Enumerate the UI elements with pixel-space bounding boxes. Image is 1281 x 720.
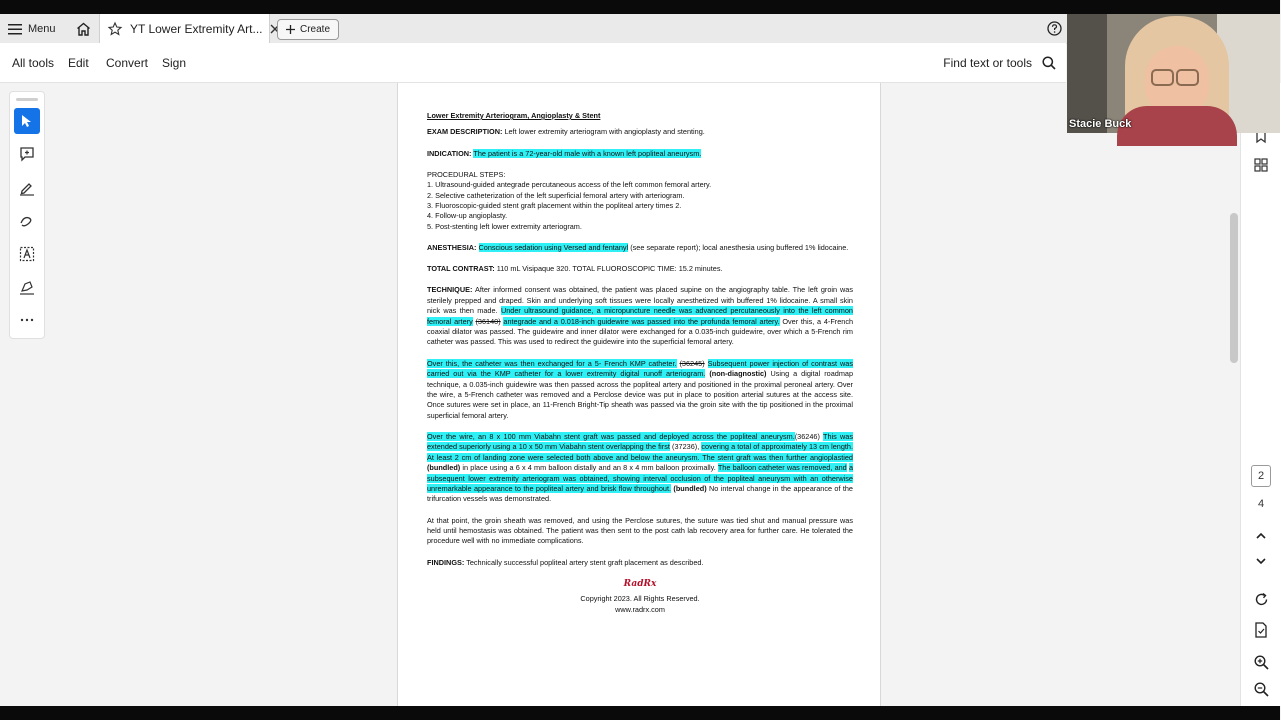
sign-tool[interactable] bbox=[14, 274, 40, 300]
step-item: 3. Fluoroscopic-guided stent graft placement within the popliteal artery times 2. bbox=[427, 201, 682, 211]
menu-button[interactable] bbox=[8, 14, 56, 43]
search-icon bbox=[1042, 56, 1056, 70]
presenter-shirt bbox=[1117, 106, 1237, 146]
stent-highlight-2: This was extended superiorly using a 10 x 50 mm Viabahn stent overlapping the first bbox=[427, 431, 853, 452]
contrast-text: 110 mL Visipaque 320. TOTAL FLUOROSCOPIC TIME: 15.2 minutes. bbox=[496, 264, 723, 274]
zoom-in-icon bbox=[1254, 655, 1269, 670]
panel-grip[interactable] bbox=[16, 98, 38, 101]
comment-icon bbox=[19, 146, 35, 162]
highlight-tool[interactable] bbox=[14, 175, 40, 201]
step-item: 1. Ultrasound-guided antegrade percutaneous access of the left common femoral artery. bbox=[427, 180, 712, 190]
left-tool-panel bbox=[9, 91, 45, 339]
video-background-dark bbox=[1067, 14, 1107, 133]
step-item: 2. Selective catheterization of the left superficial femoral artery with arteriogram. bbox=[427, 190, 685, 200]
top-black-bar bbox=[0, 0, 1280, 14]
cpt-code: (36245) bbox=[679, 358, 705, 368]
paragraph-closure: At that point, the groin sheath was removed, and using the Perclose sutures, the suture was tied shut and manual pressure was held until hemostasis was obtained. The patient was then sent to the post cath lab recovery area for further care. He tolerated the procedure well with no immediate complications. bbox=[427, 515, 853, 546]
stent-highlight-1: Over the wire, an 8 x 100 mm Viabahn stent graft was passed and deployed across the popliteal aneurysm. bbox=[427, 431, 795, 441]
help-icon bbox=[1047, 21, 1062, 36]
findings-text: Technically successful popliteal artery stent graft placement as described. bbox=[466, 557, 704, 567]
page-content bbox=[427, 111, 853, 615]
findings-label: FINDINGS: bbox=[427, 557, 465, 567]
more-tools[interactable] bbox=[14, 307, 40, 333]
exam-text: Left lower extremity arteriogram with angioplasty and stenting. bbox=[504, 127, 705, 137]
step-item: 4. Follow-up angioplasty. bbox=[427, 211, 508, 221]
contrast-label: TOTAL CONTRAST: bbox=[427, 264, 495, 274]
glasses-left bbox=[1151, 69, 1174, 86]
indication bbox=[427, 149, 853, 159]
scrollbar-thumb[interactable] bbox=[1230, 213, 1238, 363]
chevron-down-icon bbox=[1256, 558, 1266, 565]
select-tool[interactable] bbox=[14, 108, 40, 134]
chevron-up-icon bbox=[1256, 532, 1266, 539]
find-label: Find text or tools bbox=[943, 55, 1032, 70]
indication-label: INDICATION: bbox=[427, 148, 472, 158]
bundled-label: (bundled) bbox=[427, 463, 461, 473]
bottom-black-bar bbox=[0, 706, 1280, 720]
anesthesia-label: ANESTHESIA: bbox=[427, 243, 477, 253]
edit-link[interactable]: Edit bbox=[68, 55, 89, 70]
pdf-page bbox=[397, 83, 881, 706]
thumbnails-button[interactable] bbox=[1250, 154, 1272, 176]
technique-highlight-1: Under ultrasound guidance, a micropuncture needle was advanced percutaneously into the left common femoral artery bbox=[427, 306, 853, 326]
zoom-out-button[interactable] bbox=[1250, 678, 1272, 700]
anesthesia-highlight: Conscious sedation using Versed and fentanyl bbox=[478, 243, 629, 253]
highlight-icon bbox=[19, 180, 35, 196]
refresh-icon bbox=[1254, 592, 1269, 607]
next-page-button[interactable] bbox=[1250, 550, 1272, 572]
webcam-overlay bbox=[1067, 14, 1280, 133]
catheter-highlight-2: Subsequent power injection of contrast was carried out via the KMP catheter for a lower extremity digital runoff arteriogram. bbox=[427, 358, 854, 379]
sign-link[interactable]: Sign bbox=[162, 55, 187, 70]
anesthesia bbox=[427, 243, 853, 253]
indication-text: The patient is a 72-year-old male with a known left popliteal aneurysm. bbox=[473, 148, 702, 158]
draw-tool[interactable] bbox=[14, 208, 40, 234]
total-pages: 4 bbox=[1257, 498, 1265, 510]
stent-text-end: No interval change in the appearance of the trifurcation vessels was demonstrated. bbox=[427, 483, 853, 504]
stent-text-mid: in place using a 6 x 4 mm balloon distally and an 8 x 4 mm balloon proximally. bbox=[462, 463, 716, 473]
technique-highlight-2: antegrade and a 0.018-inch guidewire was passed into the profunda femoral artery. bbox=[503, 316, 780, 326]
paragraph-catheter bbox=[427, 359, 853, 421]
catheter-highlight-1: Over this, the catheter was then exchanged for a 5- French KMP catheter. bbox=[427, 358, 677, 368]
step-item: 5. Post-stenting left lower extremity arteriogram. bbox=[427, 221, 582, 231]
bundled-label: (bundled) bbox=[673, 483, 707, 493]
home-button[interactable] bbox=[72, 14, 94, 43]
document-title: Lower Extremity Arteriogram, Angioplasty & Stent bbox=[427, 111, 601, 120]
comment-tool[interactable] bbox=[14, 141, 40, 167]
copyright: Copyright 2023. All Rights Reserved. bbox=[580, 594, 700, 604]
tab-title: YT Lower Extremity Art... bbox=[130, 21, 263, 36]
stent-highlight-3: covering a total of approximately 13 cm length. At least 2 cm of landing zone were selected both above and below the aneurysm. The stent graft was then further angioplastied bbox=[427, 442, 854, 462]
zoom-out-icon bbox=[1254, 682, 1269, 697]
cpt-code: (36246) bbox=[794, 431, 820, 441]
technique-label: TECHNIQUE: bbox=[427, 285, 473, 295]
draw-icon bbox=[19, 213, 35, 229]
text-select-icon bbox=[19, 246, 35, 262]
non-diagnostic-label: (non-diagnostic) bbox=[709, 369, 767, 379]
website: www.radrx.com bbox=[615, 604, 665, 614]
tab-document[interactable] bbox=[99, 14, 270, 43]
exam-description bbox=[427, 127, 853, 137]
technique-text-a: After informed consent was obtained, the patient was placed supine on the angiography table. The left groin was sterilely prepped and draped. Skin and underlying soft tissues were locally anesthetized with buffered 1% lidocaine. A small skin nick was then made. bbox=[427, 285, 853, 316]
refresh-button[interactable] bbox=[1250, 588, 1272, 610]
all-tools-link[interactable]: All tools bbox=[12, 55, 55, 70]
cpt-code: (36140) bbox=[475, 316, 501, 326]
select-icon bbox=[21, 114, 33, 128]
prev-page-button[interactable] bbox=[1250, 524, 1272, 546]
technique-text-b: Over this, a 4-French coaxial dilator was passed. The guidewire and inner dilator were exchanged for a 0.035-inch guidewire, over which a 5-French rim catheter was passed. This was used to redirect the guidewire into the superficial femoral artery. bbox=[427, 316, 854, 347]
radrx-logo: RadRx bbox=[623, 578, 657, 589]
home-icon bbox=[76, 22, 91, 36]
participant-name: Stacie Buck bbox=[1069, 118, 1132, 130]
convert-link[interactable]: Convert bbox=[106, 55, 149, 70]
menu-label: Menu bbox=[28, 22, 56, 35]
paragraph-stent bbox=[427, 432, 853, 505]
plus-icon bbox=[286, 25, 295, 34]
find-tools[interactable] bbox=[943, 43, 1056, 82]
file-icon bbox=[1254, 622, 1268, 638]
menu-icon bbox=[8, 23, 22, 35]
steps-label: PROCEDURAL STEPS: bbox=[427, 169, 506, 179]
create-label: Create bbox=[300, 24, 331, 35]
total-contrast bbox=[427, 264, 853, 274]
stent-highlight-4: The balloon catheter was removed, and bbox=[717, 463, 847, 473]
stent-highlight-5: a subsequent lower extremity arteriogram was obtained, showing interval occlusion of the popliteal aneurysm with an otherwise unremarkable appearance to the popliteal artery and brisk flow throughout. bbox=[427, 463, 853, 493]
findings bbox=[427, 558, 853, 568]
exam-label: EXAM DESCRIPTION: bbox=[427, 127, 503, 137]
catheter-text: Using a digital roadmap technique, a 0.035-inch guidewire was then passed across the popliteal artery and positioned in the proximal peroneal artery. Over the wire, a 5-French catheter was removed and a Perclose device was put in place to position arterial sutures at the access site. Once sutures were set in place, an 11-French Bright-Tip sheath was passed via the groin site with the tip positioned in the proximal superficial femoral artery. bbox=[427, 369, 854, 420]
right-rail bbox=[1240, 83, 1281, 706]
zoom-in-button[interactable] bbox=[1250, 651, 1272, 673]
grid-icon bbox=[1254, 158, 1268, 172]
vertical-scrollbar[interactable] bbox=[1228, 83, 1240, 706]
file-button[interactable] bbox=[1250, 619, 1272, 641]
sign-icon bbox=[19, 279, 35, 295]
procedural-steps bbox=[427, 170, 853, 232]
anesthesia-rest: (see separate report); local anesthesia using buffered 1% lidocaine. bbox=[630, 243, 849, 253]
text-select-tool[interactable] bbox=[14, 241, 40, 267]
cpt-code: (37236), bbox=[672, 442, 700, 452]
main-toolbar bbox=[0, 43, 1066, 83]
create-button[interactable] bbox=[277, 19, 339, 40]
star-icon[interactable] bbox=[108, 22, 122, 36]
current-page-field[interactable]: 2 bbox=[1251, 465, 1271, 487]
help-button[interactable] bbox=[1046, 14, 1062, 43]
technique bbox=[427, 285, 853, 347]
glasses-right bbox=[1176, 69, 1199, 86]
more-icon bbox=[20, 318, 34, 322]
